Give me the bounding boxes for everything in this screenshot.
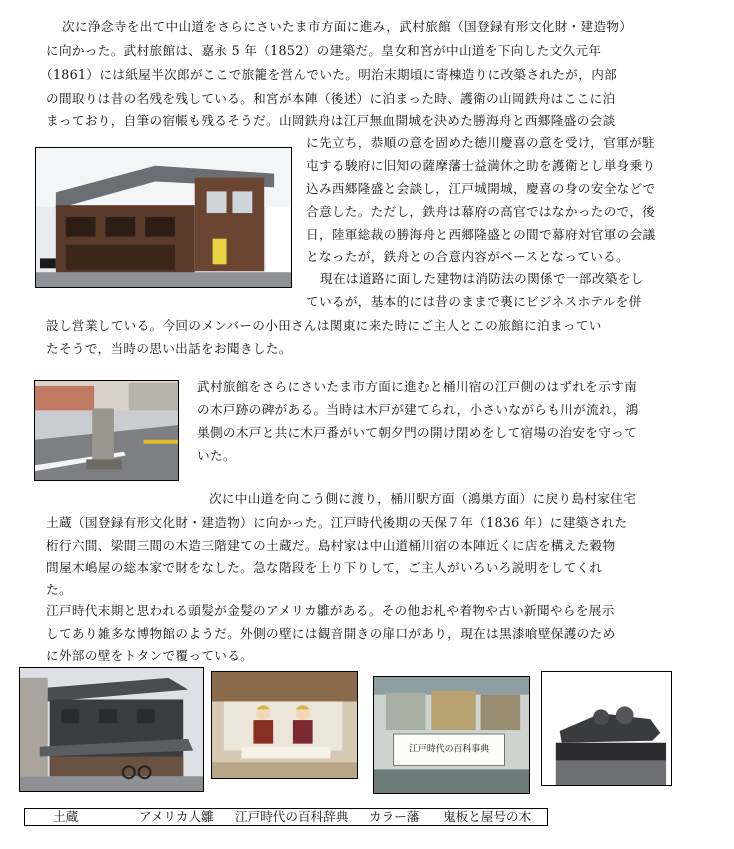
caption-color-han: カラー藩 <box>369 809 420 824</box>
text-line: 巣側の木戸と共に木戸番がいて朝夕門の開け閉めをして宿場の治安を守って <box>197 425 638 440</box>
text-line: に先立ち，恭順の意を固めた徳川慶喜の意を受け，官軍が駐 <box>306 135 655 150</box>
text-line: 合意した。ただし，鉄舟は幕府の高官ではなかったので，後 <box>306 204 656 219</box>
text-line: ているが，基本的には昔のままで裏にビジネスホテルを併 <box>306 294 642 309</box>
text-line: 日，陸軍総裁の勝海舟と西郷隆盛との間で幕府対官軍の会議 <box>306 227 656 242</box>
text-line: 武村旅館をさらにさいたま市方面に進むと桶川宿の江戸側のはずれを示す南 <box>197 379 638 394</box>
text-line: 桁行六間、梁間三間の木造三階建ての土蔵だ。島村家は中山道桶川宿の本陣近くに店を構えた穀物 <box>46 538 616 553</box>
text-line: 土蔵（国登録有形文化財・建造物）に向かった。江戸時代後期の天保７年（1836 年）に建築された <box>46 515 628 530</box>
text-line: 設し営業している。今回のメンバーの小田さんは関東に来た時にご主人とこの旅館に泊まってい <box>46 318 602 333</box>
american-doll-photo <box>211 671 358 779</box>
text-line: 現在は道路に面した建物は消防法の関係で一部改築をし <box>320 271 644 286</box>
caption-bar <box>24 808 548 826</box>
onita-photo <box>541 671 672 786</box>
caption-onita: 鬼板と屋号の木 <box>443 809 532 824</box>
text-line: に外部の壁をトタンで覆っている。 <box>46 648 254 663</box>
text-line: まっており，自筆の宿帳も残るそうだ。山岡鉄舟は江戸無血開城を決めた勝海舟と西郷隆盛の会談 <box>46 113 616 128</box>
text-line: 屯する駿府に旧知の薩摩藩士益満休之助を護衛とし単身乗り <box>306 158 656 173</box>
caption-dozo: 土蔵 <box>53 809 79 824</box>
ryokan-photo <box>35 147 292 288</box>
caption-encyclopedia: 江戸時代の百科辞典 <box>235 809 349 824</box>
text-line: の木戸跡の碑がある。当時は木戸が建てられ，小さいながらも川が流れ，鴻 <box>197 402 639 417</box>
text-line: た。 <box>46 582 72 597</box>
text-line: いた。 <box>197 448 236 463</box>
text-line: 次に中山道を向こう側に渡り，桶川駅方面（鴻巣方面）に戻り島村家住宅 <box>209 491 637 506</box>
caption-american-doll: アメリカ人雛 <box>139 809 214 824</box>
text-line: の間取りは昔の名残を残している。和宮が本陣（後述）に泊まった時、護衛の山岡鉄舟はここに泊 <box>46 91 616 106</box>
text-line: 江戸時代末期と思われる頭髪が金髪のアメリカ雛がある。その他お札や着物や古い新聞やらを展示 <box>46 603 615 618</box>
text-line: となったが，鉄舟との合意内容がベースとなっている。 <box>306 249 629 264</box>
encyclopedia-photo <box>373 676 530 794</box>
sign-text: 江戸時代の百科事典 <box>409 744 489 755</box>
text-line: に向かった。武村旅館は、嘉永 5 年（1852）の建築だ。皇女和宮が中山道を下向した文久元年 <box>46 43 602 58</box>
text-line: 問屋木嶋屋の総本家で財をなした。急な階段を上り下りして，ご主人がいろいろ説明をしてくれ <box>46 560 603 575</box>
text-line: （1861）には紙屋半次郎がここで旅籠を営んでいた。明治末期頃に寄棟造りに改築されたが，内部 <box>40 67 618 82</box>
dozo-photo <box>19 667 204 792</box>
kido-marker-photo <box>34 380 179 481</box>
text-line: たそうで，当時の思い出話をお聞きした。 <box>46 341 292 356</box>
text-line: 込み西郷隆盛と会談し，江戸城開城，慶喜の身の安全などで <box>306 181 656 196</box>
text-line: してあり雑多な博物館のようだ。外側の壁には観音開きの扉口があり，現在は黒漆喰壁保護のため <box>46 626 616 641</box>
text-line: 次に浄念寺を出て中山道をさらにさいたま市方面に進み，武村旅館（国登録有形文化財・建造物） <box>62 19 633 34</box>
